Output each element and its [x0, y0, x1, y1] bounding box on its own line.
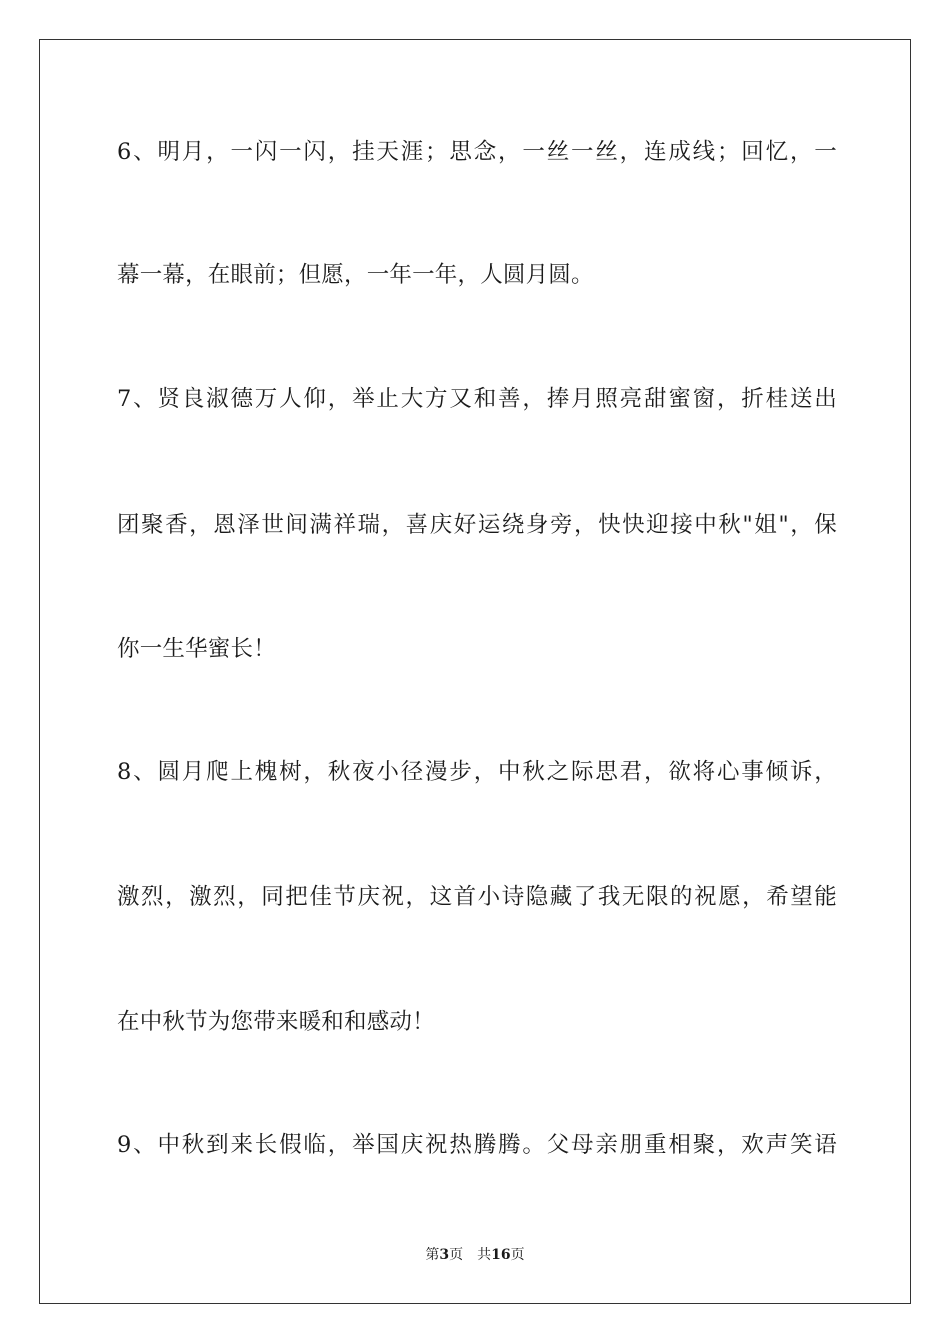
text-line-7: 激烈，激烈，同把佳节庆祝，这首小诗隐藏了我无限的祝愿，希望能 [117, 884, 837, 910]
page-prefix: 第 [425, 1247, 440, 1263]
total-pages: 16 [491, 1247, 511, 1263]
text-line-3: 7、贤良淑德万人仰，举止大方又和善，捧月照亮甜蜜窗，折桂送出 [117, 386, 837, 412]
page-border [39, 39, 911, 1304]
page-footer [0, 1246, 950, 1264]
text-line-8: 在中秋节为您带来暖和和感动！ [117, 1009, 435, 1035]
text-line-9: 9、中秋到来长假临，举国庆祝热腾腾。父母亲朋重相聚，欢声笑语 [117, 1132, 837, 1158]
page-suffix: 页 [449, 1247, 464, 1263]
total-suffix: 页 [510, 1247, 525, 1263]
page-current: 3 [439, 1247, 450, 1263]
text-line-2: 幕一幕，在眼前；但愿，一年一年，人圆月圆。 [117, 262, 594, 288]
text-line-1: 6、明月，一闪一闪，挂天涯；思念，一丝一丝，连成线；回忆，一 [117, 139, 837, 165]
text-line-5: 你一生华蜜长！ [117, 636, 276, 662]
text-line-6: 8、圆月爬上槐树，秋夜小径漫步，中秋之际思君，欲将心事倾诉， [117, 759, 837, 785]
text-line-4: 团聚香，恩泽世间满祥瑞，喜庆好运绕身旁，快快迎接中秋"姐"，保 [117, 512, 837, 538]
total-prefix: 共 [477, 1247, 492, 1263]
